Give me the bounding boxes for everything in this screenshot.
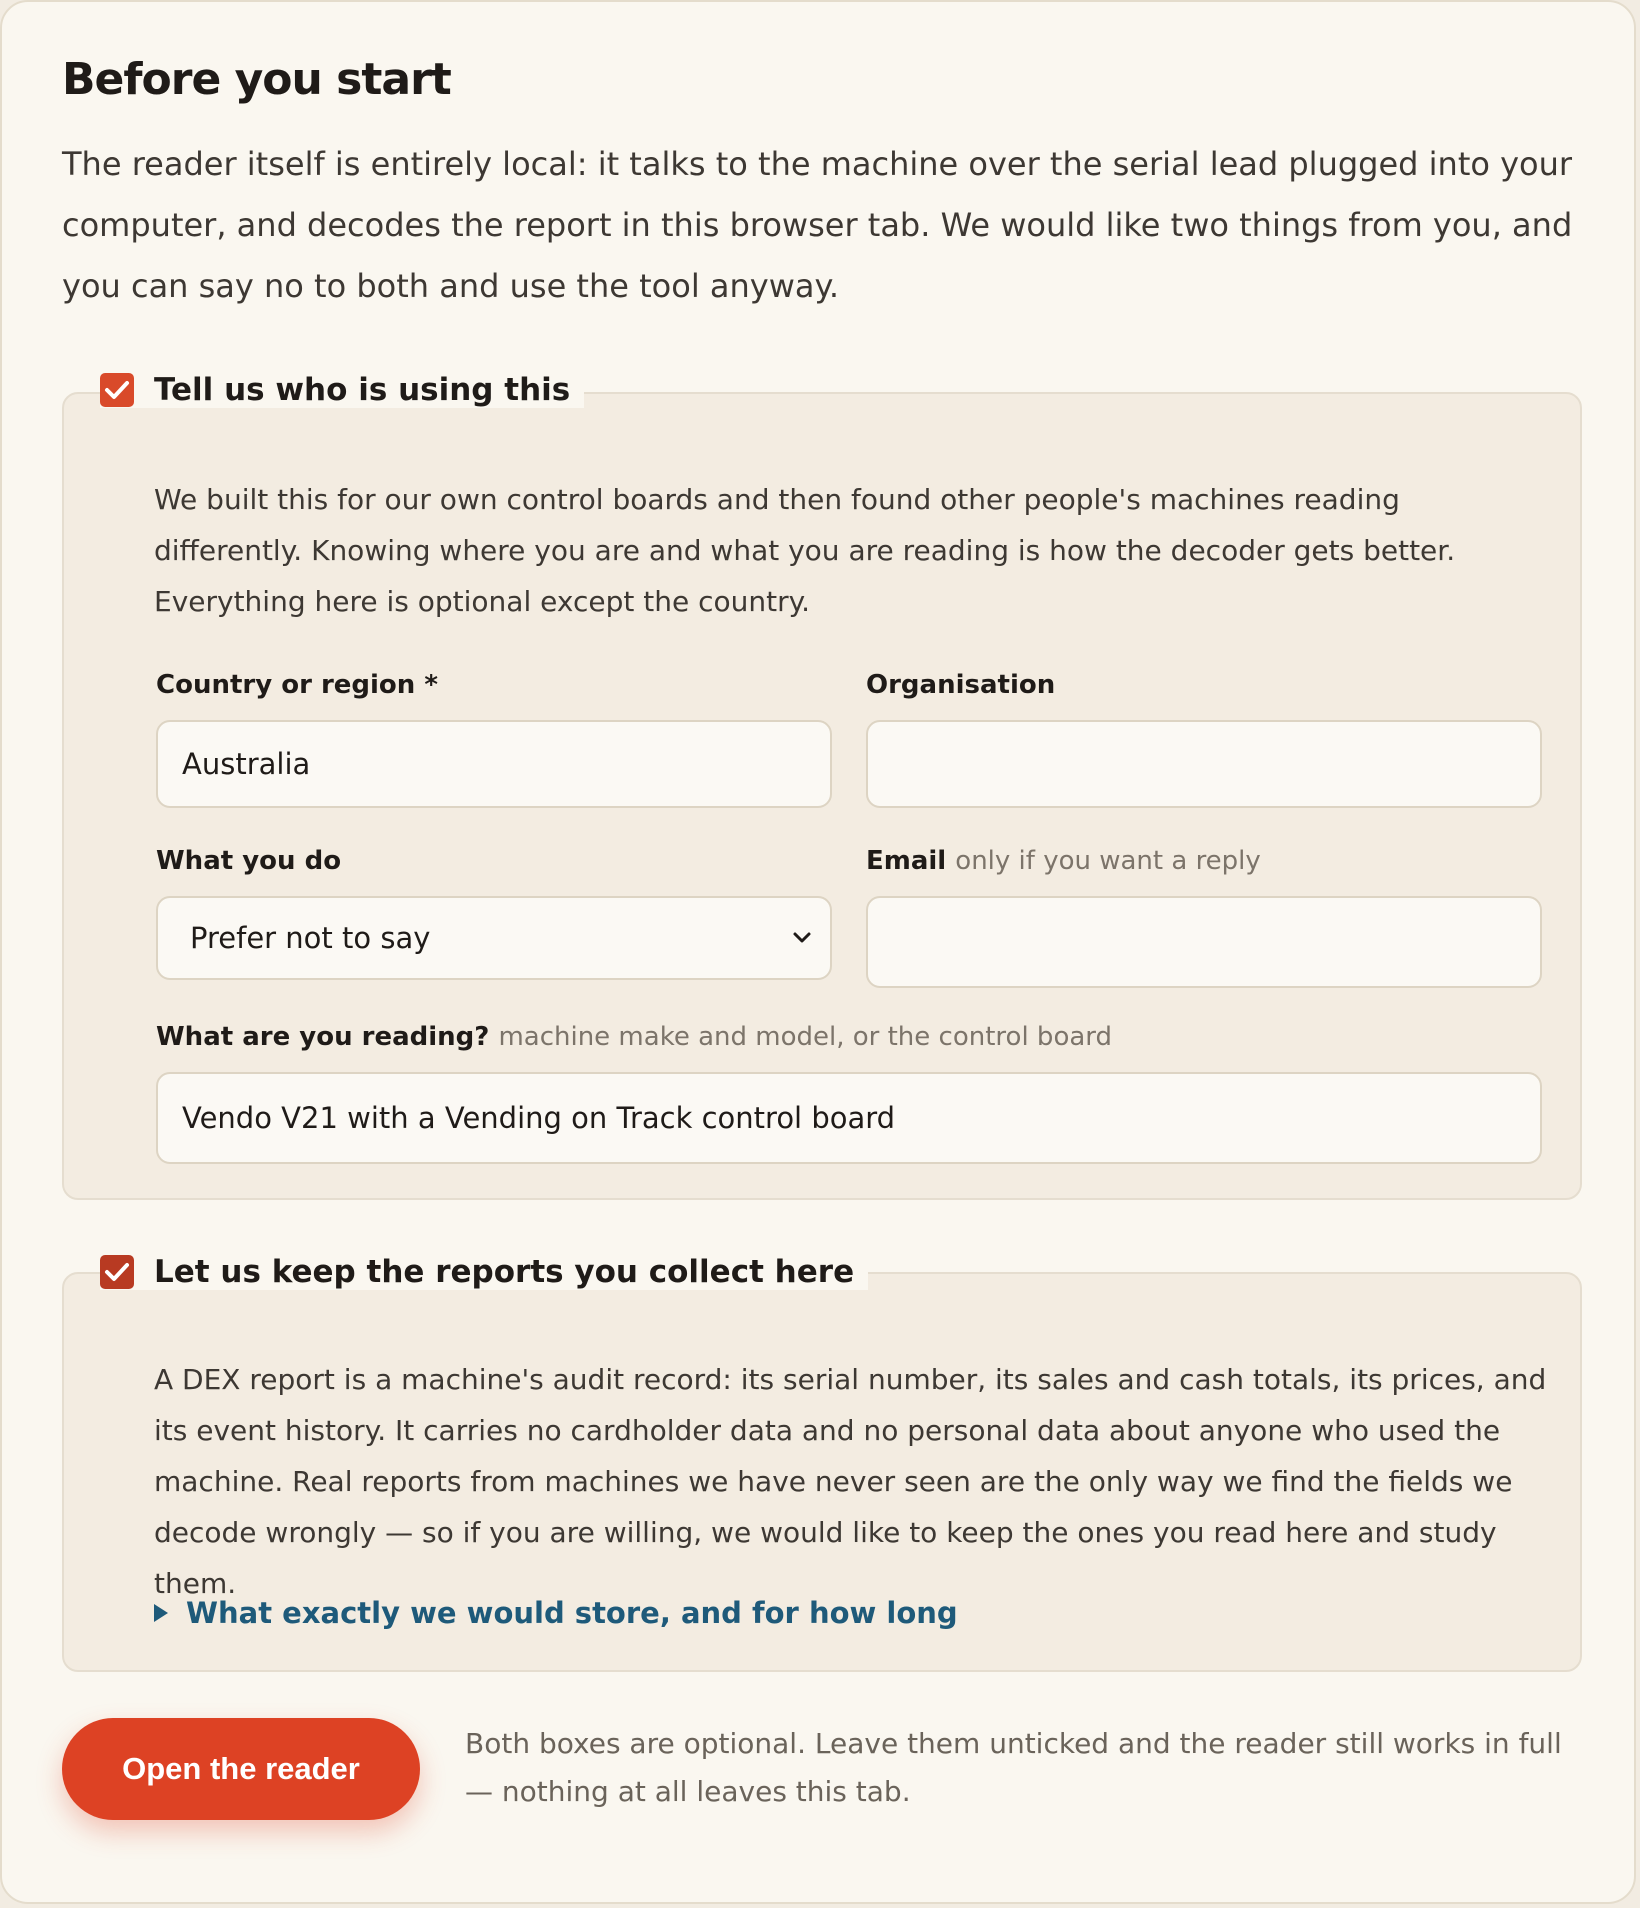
email-label	[866, 846, 1261, 876]
chevron-down-icon	[792, 931, 812, 945]
identity-legend[interactable]	[100, 372, 584, 408]
disclosure-triangle-icon	[154, 1604, 168, 1622]
reports-checkbox[interactable]	[100, 1255, 134, 1289]
checkmark-icon	[104, 379, 130, 401]
store-details-summary[interactable]	[154, 1596, 958, 1630]
organisation-input[interactable]	[866, 720, 1542, 808]
role-select-value: Prefer not to say	[190, 921, 431, 955]
page-title: Before you start	[62, 54, 451, 105]
reading-label-text: What are you reading?	[156, 1022, 490, 1052]
identity-description: We built this for our own control boards and then found other people's machines reading differently. Knowing where you are and what you are reading is how the decoder gets better. Everything here is optional except the country.	[154, 483, 1456, 618]
reading-input[interactable]: Vendo V21 with a Vending on Track control board	[156, 1072, 1542, 1164]
reading-label	[156, 1022, 1112, 1052]
intro-text: The reader itself is entirely local: it talks to the machine over the serial lead plugged into your computer, and decodes the report in this browser tab. We would like two things from you, and you can say no to both and use the tool anyway.	[62, 145, 1573, 305]
optional-note: Both boxes are optional. Leave them unticked and the reader still works in full — nothing at all leaves this tab.	[465, 1727, 1562, 1808]
role-select[interactable]	[156, 896, 832, 980]
store-details-label: What exactly we would store, and for how long	[186, 1596, 958, 1630]
organisation-label: Organisation	[866, 670, 1056, 700]
country-label: Country or region *	[156, 670, 438, 700]
email-label-text: Email	[866, 846, 947, 876]
email-input[interactable]	[866, 896, 1542, 988]
role-label: What you do	[156, 846, 342, 876]
identity-checkbox[interactable]	[100, 373, 134, 407]
reports-legend-label: Let us keep the reports you collect here	[154, 1254, 855, 1290]
open-reader-button[interactable]: Open the reader	[62, 1718, 420, 1820]
checkmark-icon	[104, 1261, 130, 1283]
reading-hint: machine make and model, or the control board	[498, 1022, 1113, 1052]
reports-legend[interactable]	[100, 1254, 868, 1290]
reports-description: A DEX report is a machine's audit record: its serial number, its sales and cash totals, its prices, and its event history. It carries no cardholder data and no personal data about anyone who used the machine. Real reports from machines we have never seen are the only way we find the fields we decode wrongly — so if you are willing, we would like to keep the ones you read here and study them.	[154, 1363, 1547, 1600]
email-hint: only if you want a reply	[955, 846, 1261, 876]
identity-legend-label: Tell us who is using this	[154, 372, 571, 408]
country-input[interactable]: Australia	[156, 720, 832, 808]
